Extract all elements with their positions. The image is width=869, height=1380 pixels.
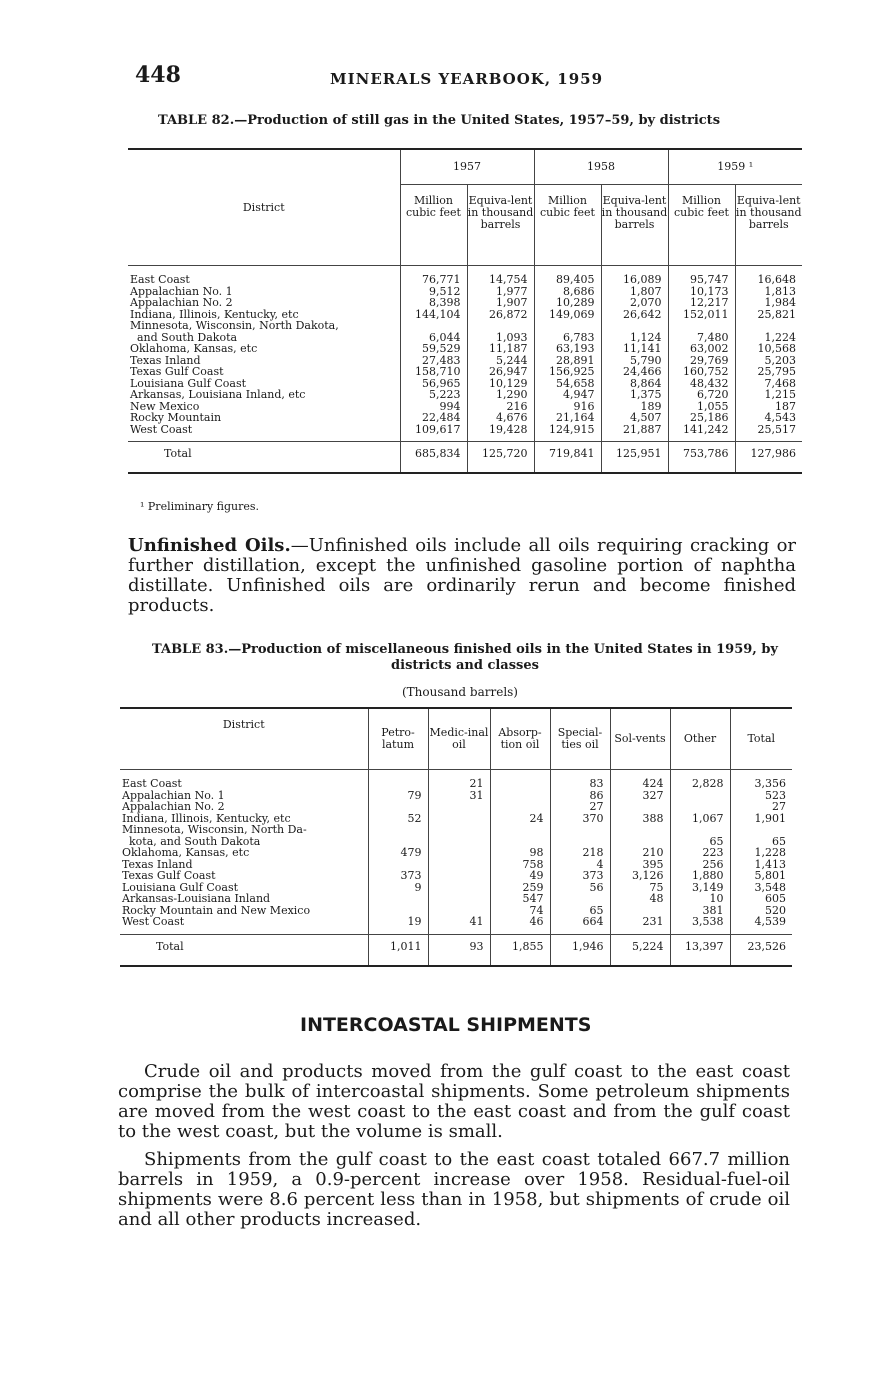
table82-col-equiv: Equiva-lent in thousand barrels (467, 185, 534, 266)
table82-total-cell: 127,986 (735, 442, 802, 474)
table83-value-cell: 424 (610, 770, 670, 790)
table83-value-cell (428, 813, 490, 825)
table82-value-cell (735, 320, 802, 332)
table82-district-header: District (128, 149, 400, 266)
table82-district-cell: and South Dakota (130, 330, 238, 344)
table83-district-cell: East Coast (122, 777, 182, 790)
table82-row (128, 366, 802, 378)
table83-value-cell: 1,880 (670, 870, 730, 882)
table82-row (128, 424, 802, 442)
table83-row (120, 916, 792, 934)
table82-value-cell: 6,783 (534, 332, 601, 344)
table82-district-cell: East Coast (130, 273, 190, 286)
table82-row (128, 389, 802, 401)
table82-col-mcf: Million cubic feet (534, 185, 601, 266)
table82-district-cell: West Coast (130, 422, 193, 436)
section-heading: INTERCOASTAL SHIPMENTS (300, 1014, 592, 1036)
table82-value-cell: 12,217 (668, 297, 735, 309)
table83-value-cell: 3,548 (730, 882, 792, 894)
table83-header-cell: Absorp-tion oil (490, 708, 550, 770)
table83-district-cell: Rocky Mountain and New Mexico (122, 903, 311, 917)
table82-value-cell: 141,242 (668, 424, 735, 442)
table82-value-cell: 22,484 (400, 412, 467, 424)
table82-value-cell: 56,965 (400, 378, 467, 390)
table82-value-cell: 189 (601, 401, 668, 413)
table83-value-cell: 388 (610, 813, 670, 825)
table83-value-cell: 210 (610, 847, 670, 859)
table83-value-cell (368, 770, 428, 790)
table83-header-cell: Sol-vents (610, 708, 670, 770)
table82-value-cell: 4,507 (601, 412, 668, 424)
table82-value-cell: 25,795 (735, 366, 802, 378)
table82-value-cell: 21,164 (534, 412, 601, 424)
table82-year-1957: 1957 (400, 149, 534, 185)
table82-value-cell: 11,141 (601, 343, 668, 355)
table83-total-cell: 23,526 (730, 934, 792, 966)
table83-value-cell: 56 (550, 882, 610, 894)
page-number: 448 (135, 62, 181, 88)
table83-value-cell: 9 (368, 882, 428, 894)
table82-value-cell: 63,193 (534, 343, 601, 355)
table83-value-cell: 75 (610, 882, 670, 894)
table82-value-cell: 8,686 (534, 286, 601, 298)
table83-value-cell (550, 824, 610, 836)
table82-district-cell: Appalachian No. 1 (130, 284, 233, 298)
table82-district-cell: Indiana, Illinois, Kentucky, etc (130, 307, 299, 321)
table82-value-cell: 10,173 (668, 286, 735, 298)
table82-value-cell: 1,124 (601, 332, 668, 344)
table83-district-cell: Minnesota, Wisconsin, North Da- (122, 823, 307, 836)
table83-value-cell: 27 (730, 801, 792, 813)
table82-value-cell: 916 (534, 401, 601, 413)
table82-value-cell: 187 (735, 401, 802, 413)
table83-header-cell: Total (730, 708, 792, 770)
table83-unit: (Thousand barrels) (402, 685, 518, 699)
table83-value-cell: 65 (670, 836, 730, 848)
table83-value-cell (428, 836, 490, 848)
table82-value-cell: 7,468 (735, 378, 802, 390)
table83-value-cell (670, 824, 730, 836)
table82-row (128, 320, 802, 332)
table83 (120, 707, 792, 967)
table82-row (128, 266, 802, 286)
table83-row (120, 847, 792, 859)
table83-value-cell (490, 790, 550, 802)
table83-value-cell: 479 (368, 847, 428, 859)
table83-value-cell: 373 (368, 870, 428, 882)
table83-value-cell (490, 801, 550, 813)
table82-district-cell: Appalachian No. 2 (130, 296, 233, 309)
table83-value-cell (368, 893, 428, 905)
table82-value-cell: 2,070 (601, 297, 668, 309)
table82-value-cell: 5,790 (601, 355, 668, 367)
table82-value-cell: 5,203 (735, 355, 802, 367)
table83-district-cell: Appalachian No. 1 (122, 788, 225, 802)
table82-value-cell: 9,512 (400, 286, 467, 298)
table82-value-cell: 29,769 (668, 355, 735, 367)
table83-value-cell: 395 (610, 859, 670, 871)
table82-value-cell (467, 320, 534, 332)
table82-value-cell: 1,093 (467, 332, 534, 344)
table83-value-cell: 27 (550, 801, 610, 813)
table83-value-cell: 3,126 (610, 870, 670, 882)
table83-value-cell (610, 824, 670, 836)
table82-value-cell: 48,432 (668, 378, 735, 390)
table83-value-cell: 1,901 (730, 813, 792, 825)
table82-value-cell: 4,676 (467, 412, 534, 424)
table83-value-cell: 52 (368, 813, 428, 825)
table83-title: TABLE 83.—Production of miscellaneous finished oils in the United States in 1959, by districts and classes (152, 642, 778, 673)
table83-value-cell: 1,228 (730, 847, 792, 859)
table82-value-cell: 8,864 (601, 378, 668, 390)
table82-value-cell: 1,977 (467, 286, 534, 298)
table83-row (120, 770, 792, 790)
table83-value-cell: 24 (490, 813, 550, 825)
table82-district-cell: Texas Inland (130, 353, 201, 367)
table83-value-cell (490, 824, 550, 836)
table82-value-cell: 10,129 (467, 378, 534, 390)
table82-title: TABLE 82.—Production of still gas in the United States, 1957–59, by districts (158, 113, 721, 128)
table82-total-cell: 685,834 (400, 442, 467, 474)
table82-value-cell: 994 (400, 401, 467, 413)
table82-value-cell: 6,044 (400, 332, 467, 344)
table83-header-cell: Medic-inal oil (428, 708, 490, 770)
table82-value-cell: 26,642 (601, 309, 668, 321)
table82-value-cell: 1,375 (601, 389, 668, 401)
table82-value-cell: 19,428 (467, 424, 534, 442)
running-title: MINERALS YEARBOOK, 1959 (330, 70, 604, 88)
table82-district-cell: Texas Gulf Coast (130, 365, 224, 378)
table83-value-cell: 605 (730, 893, 792, 905)
table82-value-cell: 5,223 (400, 389, 467, 401)
table83-value-cell: 218 (550, 847, 610, 859)
table83-district-cell: Oklahoma, Kansas, etc (122, 846, 250, 859)
table83-value-cell: 259 (490, 882, 550, 894)
table82-district-cell: Rocky Mountain (130, 411, 222, 424)
table83-header-cell: Special-ties oil (550, 708, 610, 770)
table83-value-cell: 327 (610, 790, 670, 802)
table83-value-cell: 98 (490, 847, 550, 859)
table82-col-equiv: Equiva-lent in thousand barrels (735, 185, 802, 266)
table82-district-cell: Louisiana Gulf Coast (130, 376, 247, 390)
table83-value-cell: 49 (490, 870, 550, 882)
table82-value-cell: 26,947 (467, 366, 534, 378)
table83-row (120, 801, 792, 813)
table82-value-cell: 16,089 (601, 266, 668, 286)
table82-district-cell: Oklahoma, Kansas, etc (130, 342, 258, 355)
table83-value-cell: 373 (550, 870, 610, 882)
table82-year-1959: 1959 ¹ (668, 149, 802, 185)
table82-value-cell: 5,244 (467, 355, 534, 367)
table83-value-cell: 547 (490, 893, 550, 905)
table83-value-cell (428, 882, 490, 894)
table83-value-cell: 2,828 (670, 770, 730, 790)
table82-col-mcf: Million cubic feet (668, 185, 735, 266)
table82-value-cell: 89,405 (534, 266, 601, 286)
table83-district-cell: kota, and South Dakota (122, 834, 261, 848)
table83-header-cell: District (120, 708, 368, 770)
table82-value-cell: 26,872 (467, 309, 534, 321)
table82-value-cell: 1,984 (735, 297, 802, 309)
table83-total-cell: 1,855 (490, 934, 550, 966)
table83-district-cell: West Coast (122, 915, 185, 928)
table83-value-cell: 3,149 (670, 882, 730, 894)
table83-value-cell (428, 893, 490, 905)
table82-value-cell: 1,290 (467, 389, 534, 401)
table82-col-mcf: Million cubic feet (400, 185, 467, 266)
shipments-paragraph-1: Crude oil and products moved from the gulf coast to the east coast comprise the bulk of intercoastal shipments. Some petroleum shipments are moved from the west coast to the east coast and from the gulf coast to the west coast, but the volume is small. (118, 1061, 790, 1142)
table82-value-cell: 6,720 (668, 389, 735, 401)
shipments-paragraph-2: Shipments from the gulf coast to the east coast totaled 667.7 million barrels in 1959, a 0.9-percent increase over 1958. Residual-fuel-oil shipments were 8.6 percent less than in 1958, but shipments of crude oil and all other products increased. (118, 1149, 790, 1230)
table82-value-cell: 21,887 (601, 424, 668, 442)
table83-total-label: Total (156, 939, 184, 953)
table82-value-cell: 25,186 (668, 412, 735, 424)
table82-value-cell: 109,617 (400, 424, 467, 442)
table83-row (120, 824, 792, 836)
table83-value-cell: 664 (550, 916, 610, 934)
table83-value-cell (428, 801, 490, 813)
table83-value-cell: 79 (368, 790, 428, 802)
unfinished-oils-lead: Unfinished Oils. (128, 535, 291, 556)
table82-footnote: ¹ Preliminary figures. (140, 500, 260, 513)
table82-value-cell (400, 320, 467, 332)
table83-header-cell: Petro-latum (368, 708, 428, 770)
table82-value-cell: 11,187 (467, 343, 534, 355)
table82-year-1958: 1958 (534, 149, 668, 185)
table82-district-cell: Arkansas, Louisiana Inland, etc (130, 388, 306, 401)
table83-district-cell: Arkansas-Louisiana Inland (122, 892, 271, 905)
table83-value-cell: 86 (550, 790, 610, 802)
table82-value-cell: 8,398 (400, 297, 467, 309)
table83-value-cell: 65 (550, 905, 610, 917)
table83-row (120, 870, 792, 882)
table82-value-cell: 1,813 (735, 286, 802, 298)
table83-value-cell: 10 (670, 893, 730, 905)
table83-district-cell: Appalachian No. 2 (122, 800, 225, 813)
table82-total-cell: 719,841 (534, 442, 601, 474)
table83-total-cell: 1,946 (550, 934, 610, 966)
table83-value-cell: 231 (610, 916, 670, 934)
table82-district-cell: Minnesota, Wisconsin, North Dakota, (130, 319, 339, 332)
table82-value-cell: 7,480 (668, 332, 735, 344)
table82-value-cell: 14,754 (467, 266, 534, 286)
table82-value-cell: 4,543 (735, 412, 802, 424)
table82-value-cell (601, 320, 668, 332)
table83-total-cell: 5,224 (610, 934, 670, 966)
table83-value-cell (368, 801, 428, 813)
table83-value-cell (730, 824, 792, 836)
table82-value-cell: 1,224 (735, 332, 802, 344)
table82-value-cell: 95,747 (668, 266, 735, 286)
table83-value-cell: 31 (428, 790, 490, 802)
table82-row (128, 297, 802, 309)
table83-value-cell (670, 790, 730, 802)
table82-value-cell: 144,104 (400, 309, 467, 321)
table82-value-cell (534, 320, 601, 332)
table82-row (128, 412, 802, 424)
table83-total-cell: 93 (428, 934, 490, 966)
table83-district-cell: Texas Inland (122, 857, 193, 871)
table83-value-cell: 1,413 (730, 859, 792, 871)
table82-district-cell: New Mexico (130, 399, 200, 413)
table83-value-cell (670, 801, 730, 813)
unfinished-oils-paragraph (128, 536, 796, 616)
table83-value-cell (428, 824, 490, 836)
table83-district-cell: Indiana, Illinois, Kentucky, etc (122, 811, 291, 825)
table83-value-cell (428, 870, 490, 882)
table82-value-cell: 1,907 (467, 297, 534, 309)
table82-value-cell: 1,215 (735, 389, 802, 401)
table82-value-cell: 59,529 (400, 343, 467, 355)
table83-value-cell: 4 (550, 859, 610, 871)
table82-value-cell: 160,752 (668, 366, 735, 378)
table82-value-cell: 152,011 (668, 309, 735, 321)
unfinished-oils-text: —Unfinished oils include all oils requiring cracking or further distillation, except the unfinished gasoline portion of naphtha distillate. Unfinished oils are ordinarily rerun and become finished products. (128, 535, 797, 616)
table82-total-cell: 125,951 (601, 442, 668, 474)
table82-value-cell: 25,517 (735, 424, 802, 442)
table82-value-cell: 28,891 (534, 355, 601, 367)
table83-value-cell (610, 801, 670, 813)
table82-value-cell: 63,002 (668, 343, 735, 355)
table83-value-cell: 41 (428, 916, 490, 934)
table83-value-cell: 19 (368, 916, 428, 934)
table83-value-cell: 370 (550, 813, 610, 825)
table82-total-label: Total (164, 447, 192, 460)
table82-value-cell: 24,466 (601, 366, 668, 378)
table83-district-cell: Texas Gulf Coast (122, 869, 216, 882)
table83-value-cell: 4,539 (730, 916, 792, 934)
table82-value-cell: 25,821 (735, 309, 802, 321)
table83-value-cell: 83 (550, 770, 610, 790)
table82-value-cell (668, 320, 735, 332)
table83-value-cell: 46 (490, 916, 550, 934)
table82-value-cell: 149,069 (534, 309, 601, 321)
table82-value-cell: 10,289 (534, 297, 601, 309)
table82-total-cell: 125,720 (467, 442, 534, 474)
table82-value-cell: 1,055 (668, 401, 735, 413)
table83-value-cell: 520 (730, 905, 792, 917)
table82-value-cell: 156,925 (534, 366, 601, 378)
table82-value-cell: 10,568 (735, 343, 802, 355)
table83-value-cell: 65 (730, 836, 792, 848)
table83-total-cell: 1,011 (368, 934, 428, 966)
table83-value-cell (490, 770, 550, 790)
table83-value-cell: 1,067 (670, 813, 730, 825)
table82-value-cell: 1,807 (601, 286, 668, 298)
table83-value-cell (428, 847, 490, 859)
table82-value-cell: 4,947 (534, 389, 601, 401)
table83-district-cell: Louisiana Gulf Coast (122, 880, 239, 894)
table83-value-cell: 21 (428, 770, 490, 790)
table83-row (120, 893, 792, 905)
table83-value-cell (368, 824, 428, 836)
table82-value-cell: 76,771 (400, 266, 467, 286)
table82-value-cell: 216 (467, 401, 534, 413)
table83-value-cell: 223 (670, 847, 730, 859)
table83-value-cell: 74 (490, 905, 550, 917)
table83-value-cell: 3,538 (670, 916, 730, 934)
table82 (128, 148, 802, 474)
table83-header-cell: Other (670, 708, 730, 770)
table83-total-cell: 13,397 (670, 934, 730, 966)
table82-value-cell: 27,483 (400, 355, 467, 367)
table83-value-cell: 758 (490, 859, 550, 871)
table83-value-cell: 381 (670, 905, 730, 917)
table82-col-equiv: Equiva-lent in thousand barrels (601, 185, 668, 266)
table82-value-cell: 124,915 (534, 424, 601, 442)
table83-value-cell: 5,801 (730, 870, 792, 882)
table82-value-cell: 54,658 (534, 378, 601, 390)
table83-value-cell: 3,356 (730, 770, 792, 790)
table83-value-cell (550, 893, 610, 905)
table83-value-cell (428, 859, 490, 871)
table82-total-cell: 753,786 (668, 442, 735, 474)
table83-value-cell: 48 (610, 893, 670, 905)
table83-value-cell: 256 (670, 859, 730, 871)
table82-value-cell: 158,710 (400, 366, 467, 378)
table82-row (128, 343, 802, 355)
table82-value-cell: 16,648 (735, 266, 802, 286)
table83-value-cell: 523 (730, 790, 792, 802)
